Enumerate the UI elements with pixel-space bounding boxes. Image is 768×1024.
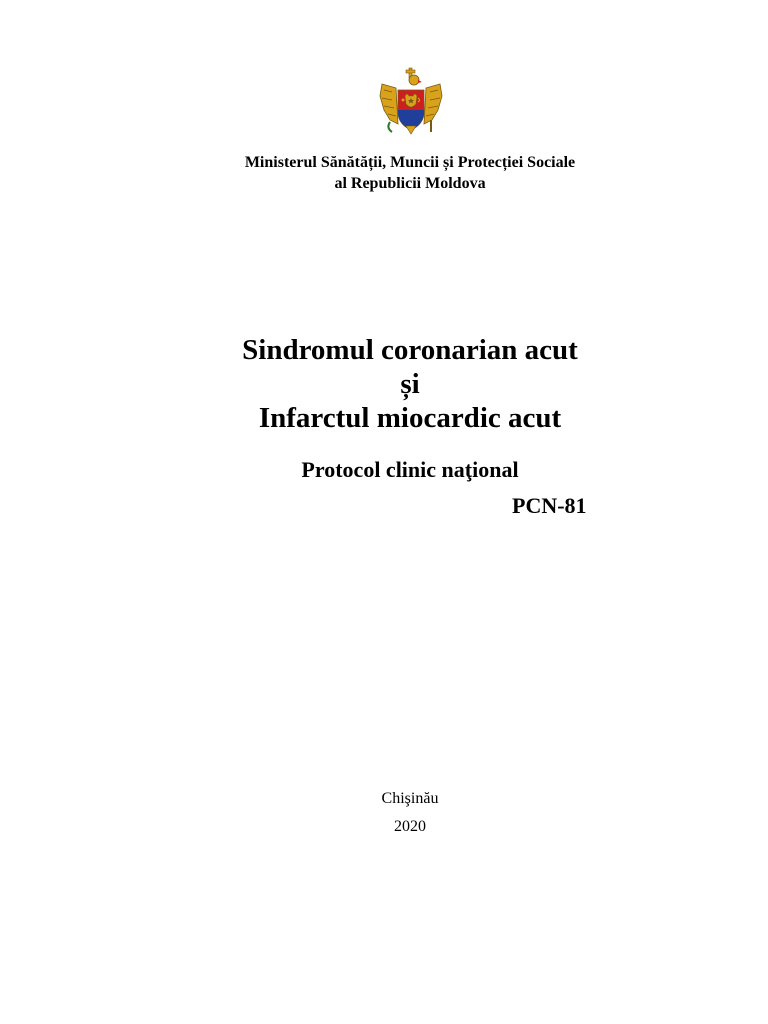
moldova-coat-of-arms-icon — [376, 66, 446, 138]
title-line-3: Infarctul miocardic acut — [258, 402, 562, 434]
ministry-heading — [0, 152, 768, 194]
publication-year: 2020 — [394, 818, 426, 835]
protocol-code: PCN-81 — [512, 493, 587, 518]
ministry-line-2: al Republicii Moldova — [334, 175, 486, 192]
publication-city: Chişinău — [381, 790, 439, 807]
ministry-line-1: Ministerul Sănătății, Muncii și Protecției Sociale — [244, 154, 576, 171]
document-title — [0, 333, 768, 435]
title-line-1: Sindromul coronarian acut — [242, 334, 578, 366]
document-subtitle: Protocol clinic naţional — [301, 457, 519, 482]
title-line-2: și — [400, 368, 420, 400]
